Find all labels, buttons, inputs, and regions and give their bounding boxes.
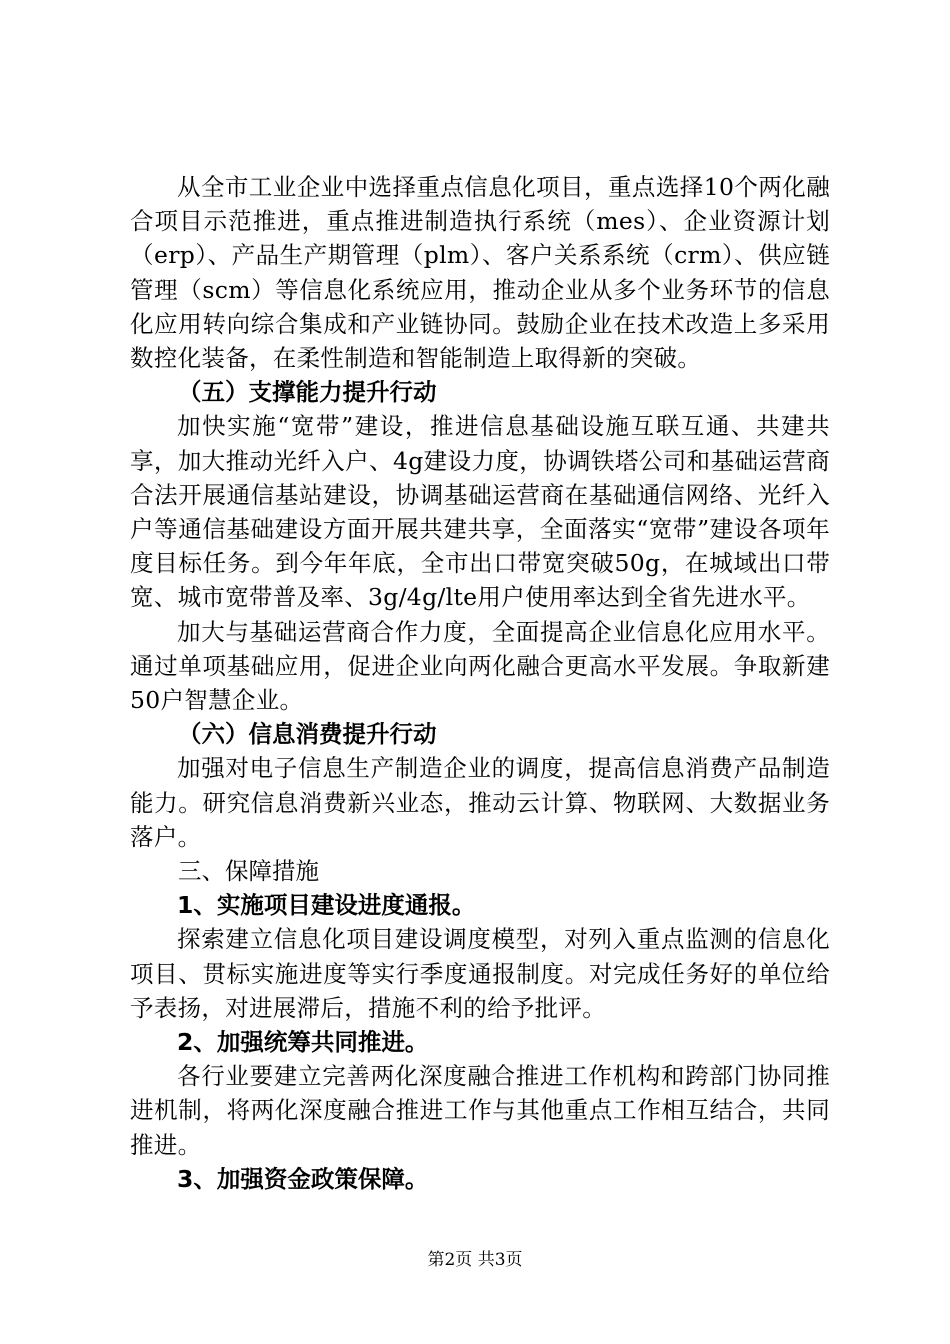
paragraph-scheduling-model: 探索建立信息化项目建设调度模型，对列入重点监测的信息化项目、贯标实施进度等实行季度通报制度。对完成任务好的单位给予表扬，对进展滞后，措施不利的给予批评。	[130, 925, 830, 1022]
paragraph-broadband-construction: 加快实施“宽带”建设，推进信息基础设施互联互通、共建共享，加大推动光纤入户、4g建设力度，协调铁塔公司和基础运营商合法开展通信基站建设，协调基础运营商在基础通信网络、光纤入户等通信基础建设方面开展共建共享，全面落实“宽带”建设各项年度目标任务。到今年年底，全市出口带宽突破50g，在城域出口带宽、城市宽带普及率、3g/4g/lte用户使用率达到全省先进水平。	[130, 412, 830, 612]
page-number-footer: 第2页 共3页	[427, 1250, 523, 1270]
heading-support-capability: （五）支撑能力提升行动	[178, 378, 437, 407]
heading-information-consumption: （六）信息消费提升行动	[178, 720, 437, 749]
heading-progress-report: 1、实施项目建设进度通报。	[177, 891, 476, 920]
paragraph-consumption-products: 加强对电子信息生产制造企业的调度，提高信息消费产品制造能力。研究信息消费新兴业态，推动云计算、物联网、大数据业务落户。	[130, 754, 830, 851]
paragraph-demonstration-projects: 从全市工业企业中选择重点信息化项目，重点选择10个两化融合项目示范推进，重点推进制造执行系统（mes）、企业资源计划（erp）、产品生产期管理（plm）、客户关系系统（crm）、供应链管理（scm）等信息化系统应用，推动企业从多个业务环节的信息化应用转向综合集成和产业链协同。鼓励企业在技术改造上多采用数控化装备，在柔性制造和智能制造上取得新的突破。	[130, 173, 830, 373]
document-body	[130, 170, 830, 1196]
heading-funding-policy: 3、加强资金政策保障。	[177, 1164, 429, 1193]
heading-safeguard-measures: 三、保障措施	[178, 857, 319, 886]
heading-coordination: 2、加强统筹共同推进。	[177, 1028, 429, 1057]
paragraph-operator-cooperation: 加大与基础运营商合作力度，全面提高企业信息化应用水平。通过单项基础应用，促进企业向两化融合更高水平发展。争取新建50户智慧企业。	[130, 617, 830, 715]
paragraph-cross-department: 各行业要建立完善两化深度融合推进工作机构和跨部门协同推进机制，将两化深度融合推进工作与其他重点工作相互结合，共同推进。	[130, 1062, 830, 1159]
